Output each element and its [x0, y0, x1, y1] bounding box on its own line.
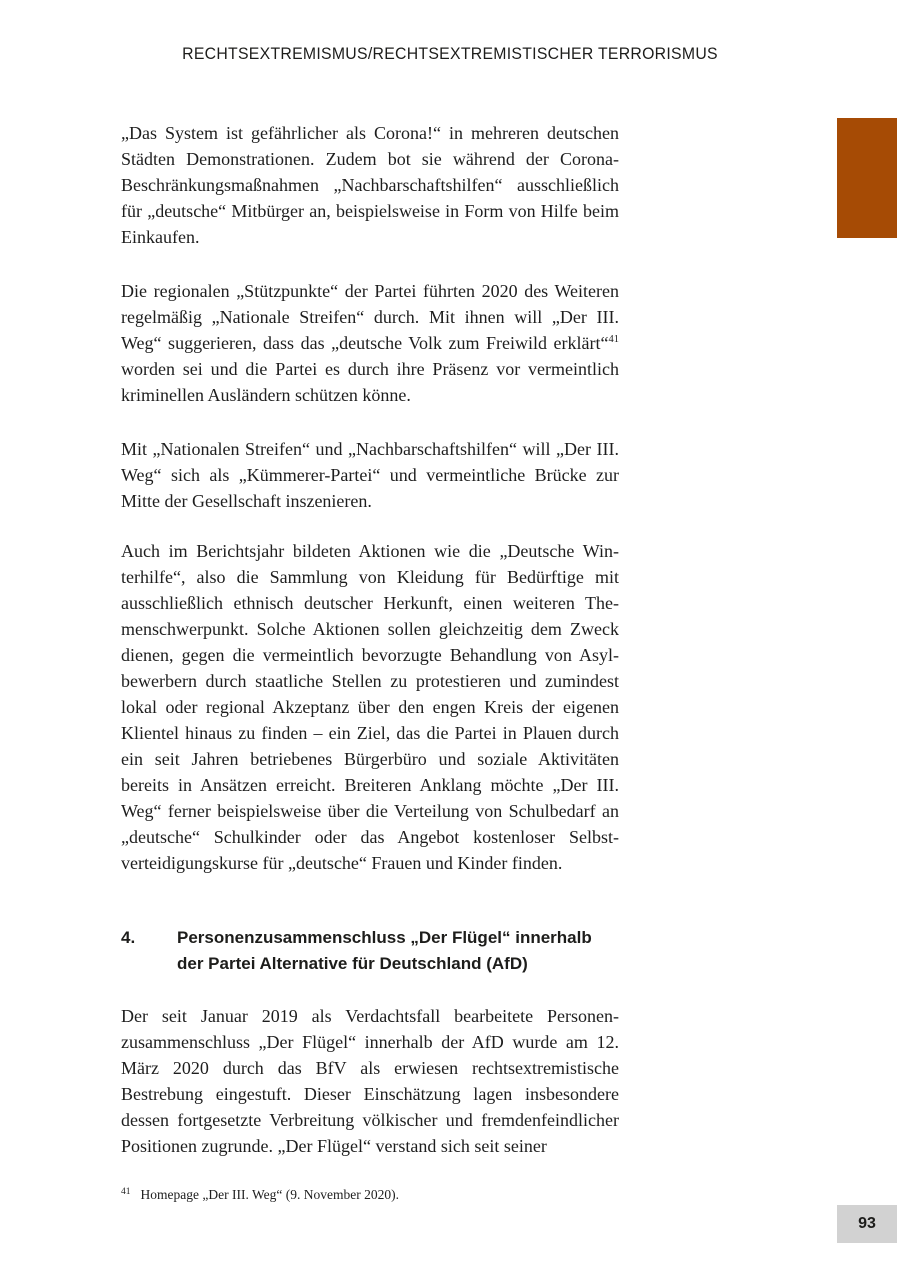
page-content	[121, 0, 619, 1276]
paragraph-4: Auch im Berichtsjahr bildeten Aktionen wie die „Deutsche Winterhilfe“, also die Sammlung von Kleidung für Bedürftige mit ausschließlich ethnisch deutscher Herkunft, einen weiteren Themenschwerpunkt. Solche Aktionen sollen gleichzeitig dem Zweck dienen, gegen die vermeintlich bevorzugte Behandlung von Asylbewerbern durch staatliche Stellen zu protestieren und zumindest lokal oder regional Akzeptanz über den engen Kreis der eigenen Klientel hinaus zu finden – ein Ziel, das die Partei in Plauen durch ein seit Jahren betriebenes Bürgerbüro und soziale Aktivitäten bereits in Ansätzen erreicht. Breiteren Anklang möchte „Der III. Weg“ ferner beispielsweise über die Verteilung von Schulbedarf an „deutsche“ Schulkinder oder das Angebot kostenloser Selbstverteidigungskurse für „deutsche“ Frauen und Kinder finden.	[121, 541, 619, 873]
section-title: Personenzusammenschluss „Der Flügel“ innerhalb der Partei Alternative für Deutschland (AfD)	[177, 928, 592, 973]
footnote-marker: 41	[121, 1187, 131, 1197]
chapter-tab-marker	[837, 118, 897, 238]
paragraph-1: „Das System ist gefährlicher als Corona!“ in mehreren deutschen Städten Demonstrationen. Zudem bot sie während der Corona-Beschränkungsmaßnahmen „Nachbarschaftshilfen“ ausschließlich für „deutsche“ Mitbürger an, beispielsweise in Form von Hilfe beim Einkaufen.	[121, 123, 619, 247]
paragraph-2	[121, 278, 619, 408]
page-number-badge	[837, 1205, 897, 1243]
section-number: 4.	[121, 928, 136, 947]
paragraph-2-text-continued: worden sei und die Partei es durch ihre Präsenz vor vermeintlich kriminellen Ausländern schützen könne.	[121, 359, 619, 405]
paragraph-3: Mit „Nationalen Streifen“ und „Nachbarschaftshilfen“ will „Der III. Weg“ sich als „Kümmerer-Partei“ und vermeintliche Brücke zur Mitte der Gesellschaft inszenieren.	[121, 439, 619, 511]
section-heading	[121, 925, 619, 977]
page-number: 93	[858, 1215, 876, 1232]
paragraph-5: Der seit Januar 2019 als Verdachtsfall bearbeitete Personenzusammenschluss „Der Flügel“ innerhalb der AfD wurde am 12. März 2020 durch das BfV als erwiesen rechtsextremistische Bestrebung eingestuft. Dieser Einschätzung lagen insbesondere dessen fortgesetzte Verbreitung völkischer und fremdenfeindlicher Positionen zugrunde. „Der Flügel“ verstand sich seit seiner	[121, 1006, 619, 1156]
footnote	[121, 1186, 661, 1204]
paragraph-2-text: Die regionalen „Stützpunkte“ der Partei führten 2020 des Weiteren regelmäßig „Nationale Streifen“ durch. Mit ihnen will „Der III. Weg“ suggerieren, dass das „deutsche Volk zum Freiwild erklärt“	[121, 281, 619, 353]
footnote-text: Homepage „Der III. Weg“ (9. November 2020).	[140, 1187, 399, 1202]
running-header: RECHTSEXTREMISMUS/RECHTSEXTREMISTISCHER TERRORISMUS	[182, 44, 718, 63]
footnote-reference-41: 41	[608, 334, 619, 345]
